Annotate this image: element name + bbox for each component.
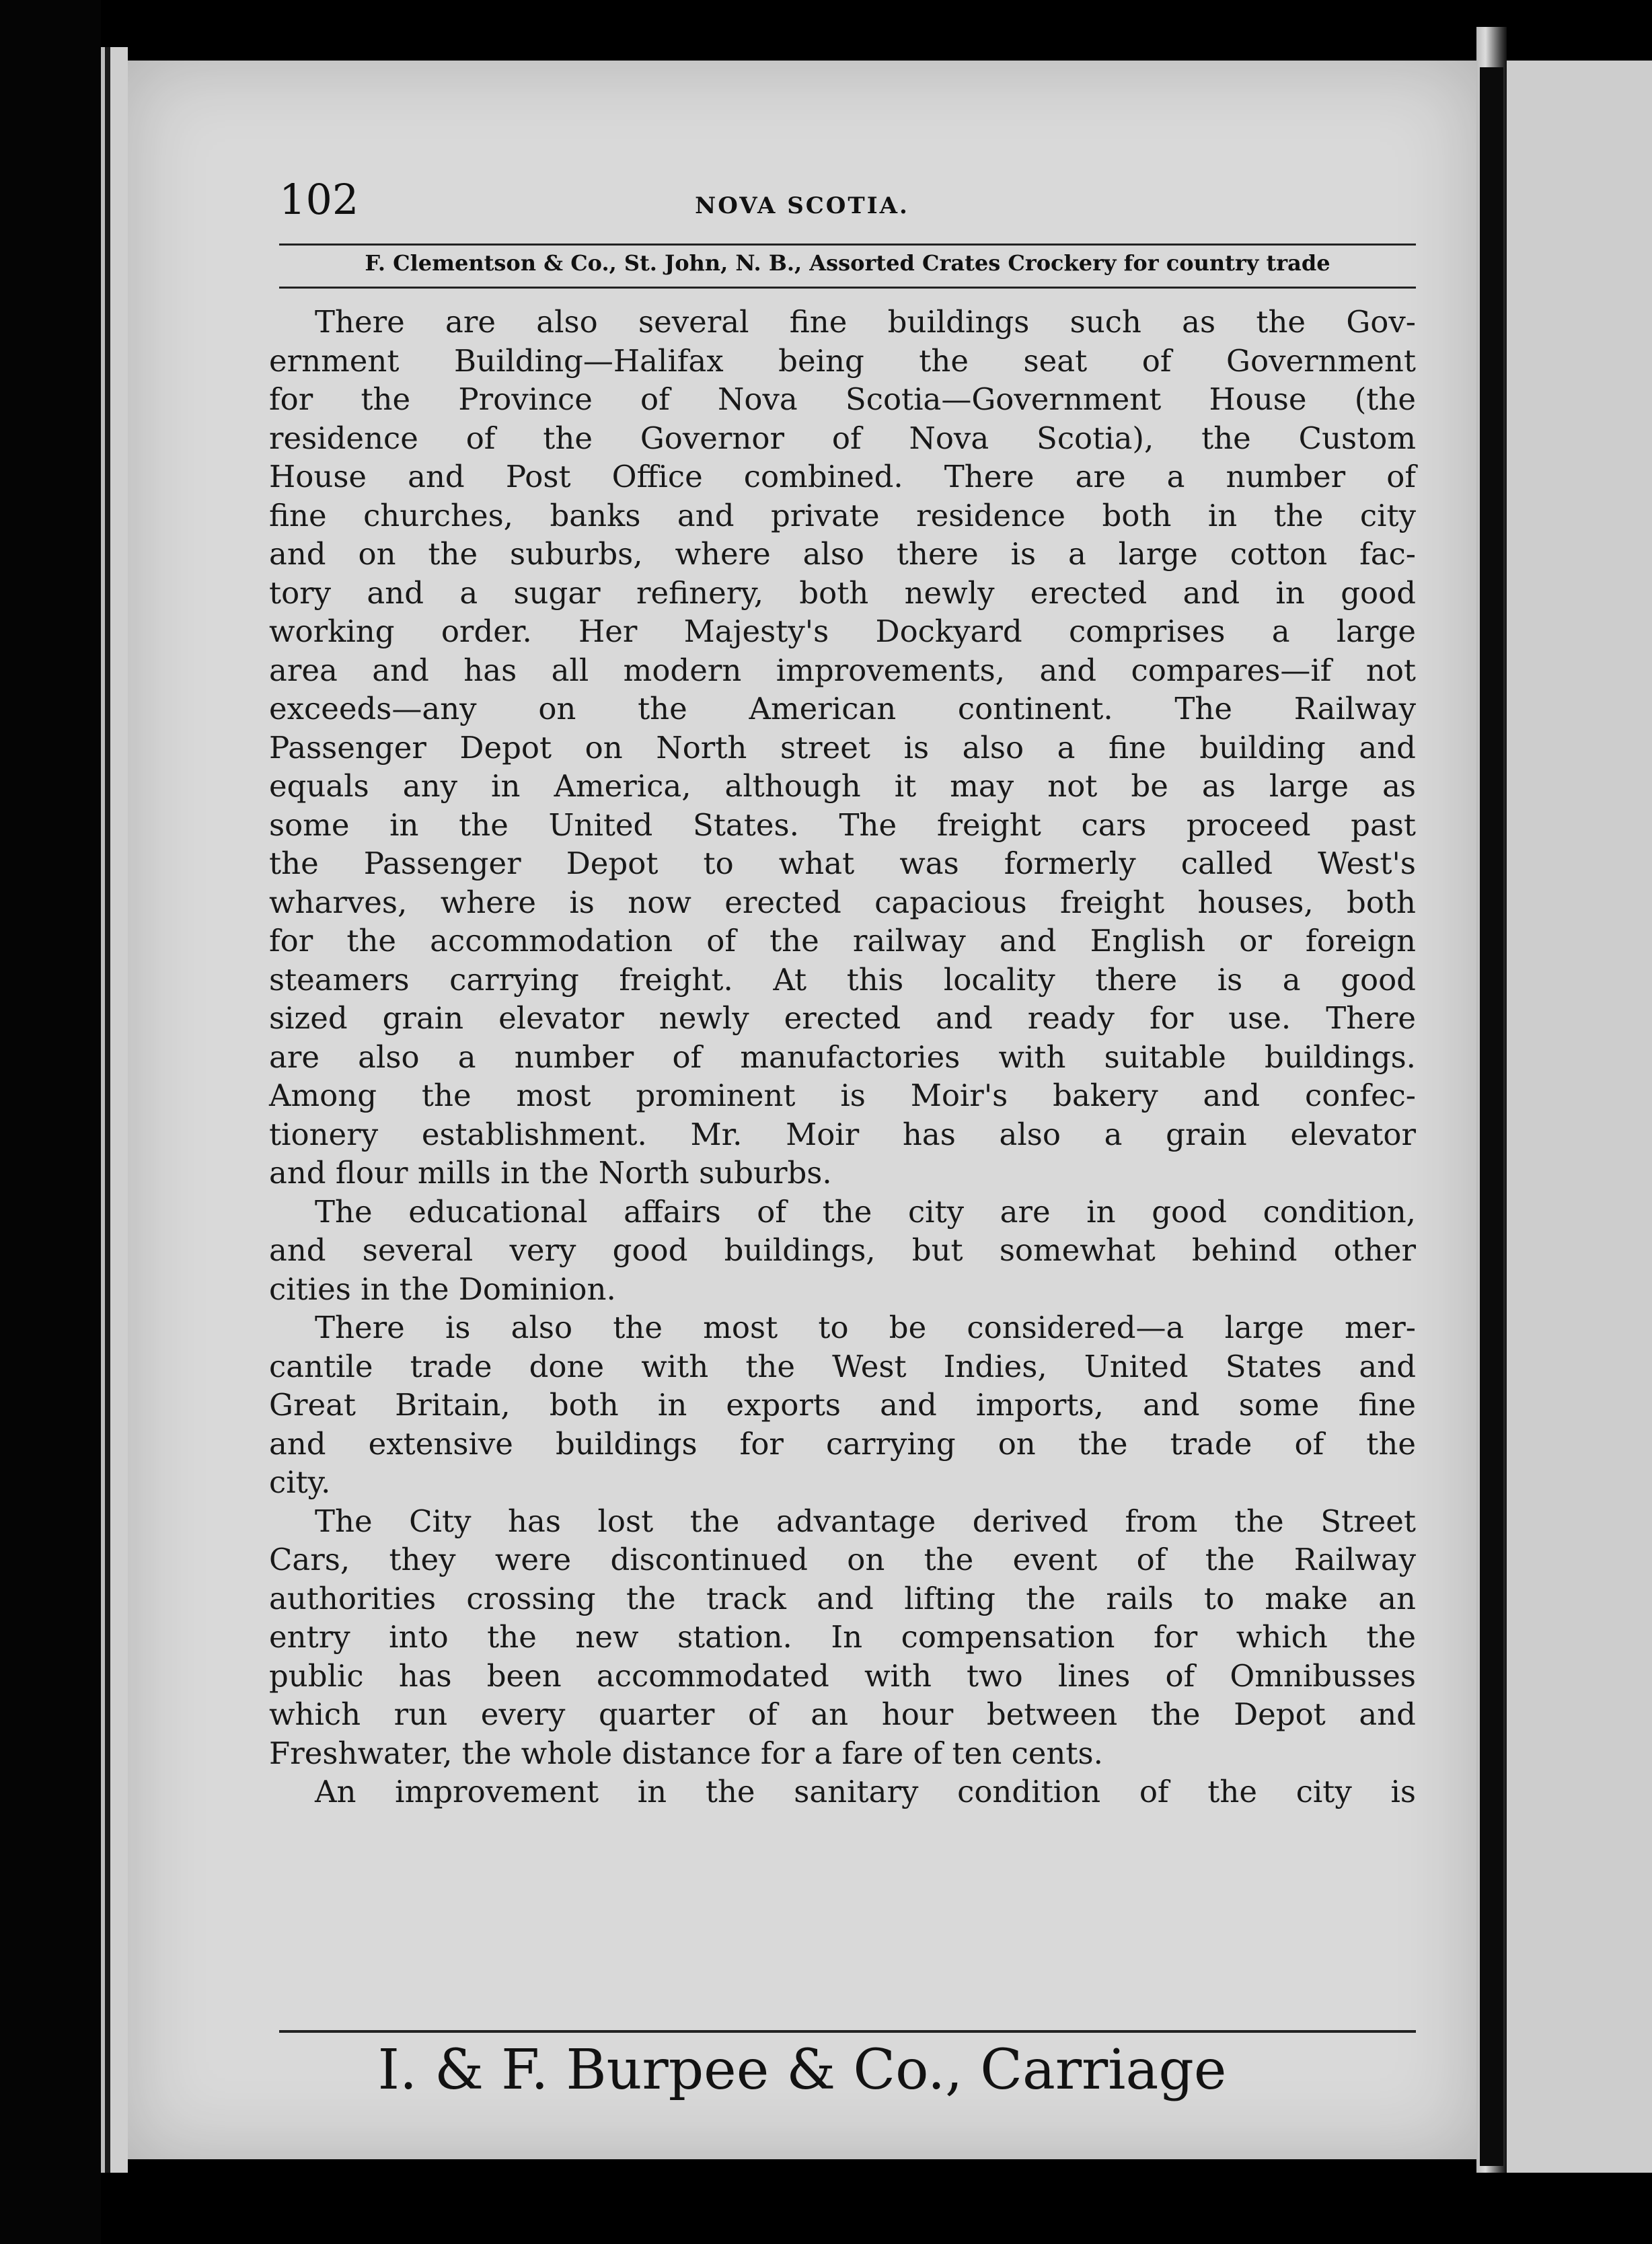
text-line: cantile trade done with the West Indies, United States and bbox=[269, 1348, 1416, 1384]
text-line: public has been accommodated with two lines of Omnibusses bbox=[269, 1657, 1416, 1694]
text-line: authorities crossing the track and lifting the rails to make an bbox=[269, 1580, 1416, 1616]
text-line: city. bbox=[269, 1464, 331, 1500]
text-line: Freshwater, the whole distance for a fare of ten cents. bbox=[269, 1735, 1103, 1771]
text-line: exceeds—any on the American continent. The Railway bbox=[269, 691, 1416, 726]
film-border-left bbox=[0, 0, 101, 2244]
text-line: Great Britain, both in exports and imports, and some fine bbox=[269, 1387, 1416, 1423]
book-page bbox=[128, 61, 1476, 2159]
text-line: entry into the new station. In compensation for which the bbox=[269, 1619, 1416, 1655]
film-border-bottom bbox=[101, 2173, 1652, 2244]
text-line: residence of the Governor of Nova Scotia), the Custom bbox=[269, 420, 1416, 456]
text-line: An improvement in the sanitary condition of the city is bbox=[315, 1774, 1416, 1809]
header-rule-top bbox=[279, 244, 1416, 246]
text-line: for the Province of Nova Scotia—Government House (the bbox=[269, 381, 1416, 417]
text-line: Cars, they were discontinued on the event of the Railway bbox=[269, 1542, 1416, 1577]
footer-rule bbox=[279, 2030, 1416, 2033]
text-line: and extensive buildings for carrying on the trade of the bbox=[269, 1425, 1416, 1462]
text-line: The City has lost the advantage derived from the Street bbox=[315, 1503, 1416, 1539]
running-title: NOVA SCOTIA. bbox=[695, 192, 909, 219]
text-line: are also a number of manufactories with suitable buildings. bbox=[269, 1039, 1416, 1075]
text-line: and on the suburbs, where also there is a large cotton fac- bbox=[269, 536, 1416, 572]
text-line: There is also the most to be considered—a large mer- bbox=[315, 1310, 1416, 1345]
text-line: equals any in America, although it may not be as large as bbox=[269, 768, 1416, 804]
top-advertisement: F. Clementson & Co., St. John, N. B., Assorted Crates Crockery for country trade bbox=[365, 250, 1330, 276]
text-line: Passenger Depot on North street is also a fine building and bbox=[269, 729, 1416, 765]
text-line: cities in the Dominion. bbox=[269, 1271, 616, 1307]
footer-advertisement: I. & F. Burpee & Co., Carriage bbox=[377, 2038, 1227, 2102]
header-rule-bottom bbox=[279, 287, 1416, 289]
text-line: some in the United States. The freight cars proceed past bbox=[269, 807, 1416, 843]
adjacent-page bbox=[1507, 61, 1652, 2173]
text-line: ernment Building—Halifax being the seat of Government bbox=[269, 342, 1416, 379]
text-line: Among the most prominent is Moir's bakery and confec- bbox=[269, 1078, 1416, 1113]
text-line: for the accommodation of the railway and English or foreign bbox=[269, 923, 1416, 959]
text-line: sized grain elevator newly erected and ready for use. There bbox=[269, 1000, 1416, 1036]
text-line: which run every quarter of an hour between the Depot and bbox=[269, 1696, 1416, 1732]
binding-edge bbox=[101, 47, 128, 2186]
text-line: steamers carrying freight. At this locality there is a good bbox=[269, 961, 1416, 998]
text-line: tory and a sugar refinery, both newly erected and in good bbox=[269, 574, 1416, 611]
text-line: area and has all modern improvements, and compares—if not bbox=[269, 652, 1416, 688]
page-number: 102 bbox=[279, 175, 359, 224]
text-line: The educational affairs of the city are in good condition, bbox=[315, 1193, 1416, 1230]
text-line: working order. Her Majesty's Dockyard comprises a large bbox=[269, 613, 1416, 649]
text-line: and flour mills in the North suburbs. bbox=[269, 1155, 832, 1191]
text-line: House and Post Office combined. There are a number of bbox=[269, 459, 1416, 494]
text-line: the Passenger Depot to what was formerly called West's bbox=[269, 846, 1416, 881]
text-line: tionery establishment. Mr. Moir has also a grain elevator bbox=[269, 1116, 1416, 1152]
text-line: and several very good buildings, but somewhat behind other bbox=[269, 1232, 1416, 1268]
text-line: There are also several fine buildings such as the Gov- bbox=[315, 304, 1416, 340]
text-line: wharves, where is now erected capacious freight houses, both bbox=[269, 884, 1416, 920]
text-line: fine churches, banks and private residence both in the city bbox=[269, 497, 1416, 533]
gutter-shadow bbox=[1480, 67, 1503, 2166]
